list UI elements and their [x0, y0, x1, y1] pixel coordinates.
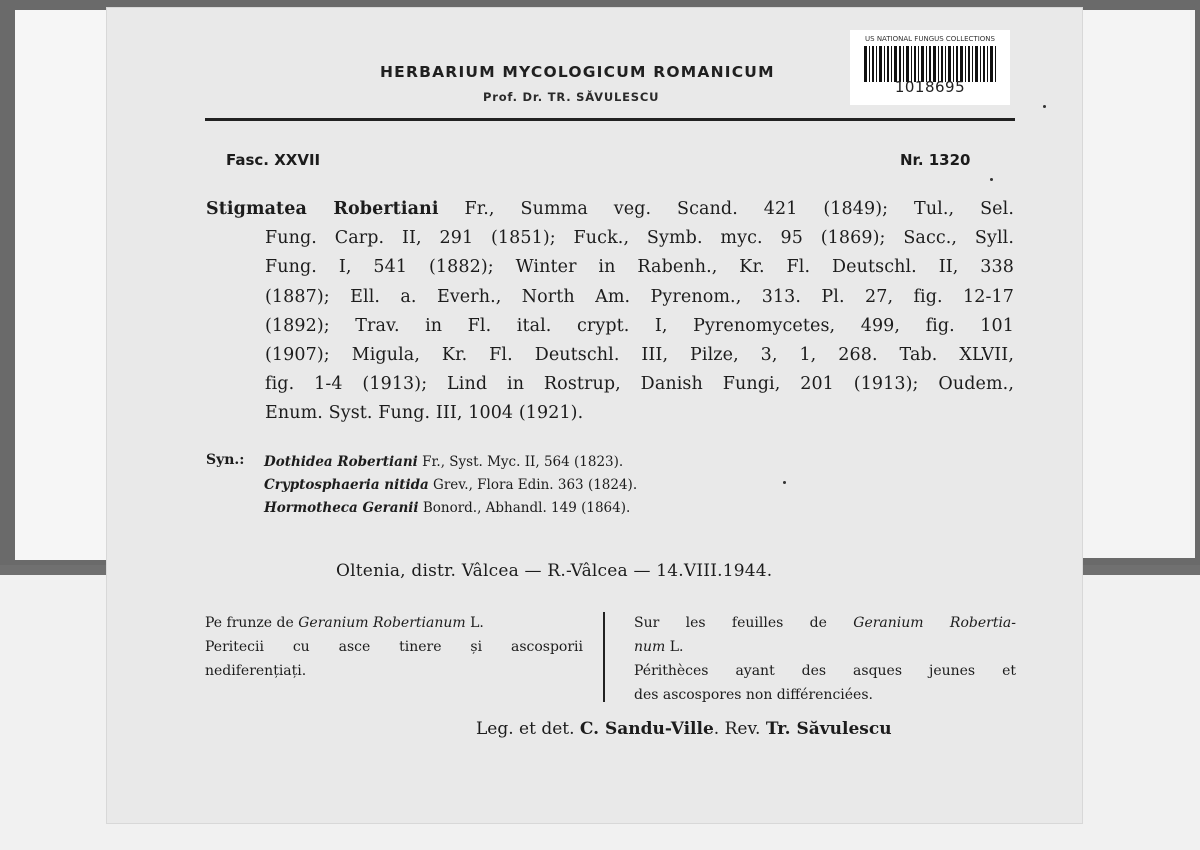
herbarium-title: HERBARIUM MYCOLOGICUM ROMANICUM [380, 63, 775, 81]
citation-line: Stigmatea Robertiani Fr., Summa veg. Scand. 421 (1849); Tul., Sel. [206, 199, 1014, 219]
synonym-item: Dothidea Robertiani Fr., Syst. Myc. II, 564 (1823). [264, 454, 624, 470]
citation-line: fig. 1-4 (1913); Lind in Rostrup, Danish Fungi, 201 (1913); Oudem., [265, 374, 1014, 395]
citation-line: (1892); Trav. in Fl. ital. crypt. I, Pyrenomycetes, 499, fig. 101 [265, 315, 1014, 336]
citation-line: Fung. Carp. II, 291 (1851); Fuck., Symb. myc. 95 (1869); Sacc., Syll. [265, 228, 1014, 249]
citation-line: Enum. Syst. Fung. III, 1004 (1921). [265, 403, 584, 424]
herbarium-director: Prof. Dr. TR. SĂVULESCU [483, 90, 660, 104]
specimen-number: Nr. 1320 [900, 151, 971, 169]
speck [990, 178, 993, 181]
fascicle-number: Fasc. XXVII [226, 151, 321, 169]
citation-line: (1887); Ell. a. Everh., North Am. Pyrenom., 313. Pl. 27, fig. 12-17 [265, 286, 1014, 307]
species-citation [206, 195, 1014, 429]
speck [1043, 105, 1046, 108]
romanian-description: Pe frunze de Geranium Robertianum L. Peritecii cu asce tinere și ascosporii nediferențiați. [205, 615, 583, 679]
barcode-icon [864, 46, 996, 82]
synonym-item: Cryptosphaeria nitida Grev., Flora Edin. 363 (1824). [264, 477, 638, 493]
synonyms-label: Syn.: [206, 452, 245, 468]
citation-line: (1907); Migula, Kr. Fl. Deutschl. III, Pilze, 3, 1, 268. Tab. XLVII, [265, 344, 1014, 365]
synonym-item: Hormotheca Geranii Bonord., Abhandl. 149 (1864). [264, 500, 631, 516]
barcode-number: 1018695 [894, 78, 966, 96]
collection-locality: Oltenia, distr. Vâlcea — R.-Vâlcea — 14.VIII.1944. [336, 561, 773, 581]
speck [783, 481, 786, 484]
barcode-label [850, 30, 1010, 105]
collector-line: Leg. et det. C. Sandu-Ville. Rev. Tr. Săvulescu [476, 719, 892, 739]
synonyms-list [264, 451, 637, 520]
citation-line: Fung. I, 541 (1882); Winter in Rabenh., Kr. Fl. Deutschl. II, 338 [265, 257, 1014, 278]
barcode-caption: US NATIONAL FUNGUS COLLECTIONS [865, 35, 995, 43]
species-name: Stigmatea Robertiani [206, 199, 439, 219]
french-description: Sur les feuilles de Geranium Robertia- num L. Périthèces ayant des asques jeunes et des ascospores non différenciées. [634, 615, 1016, 703]
header-divider [205, 118, 1015, 121]
column-divider [603, 612, 605, 702]
